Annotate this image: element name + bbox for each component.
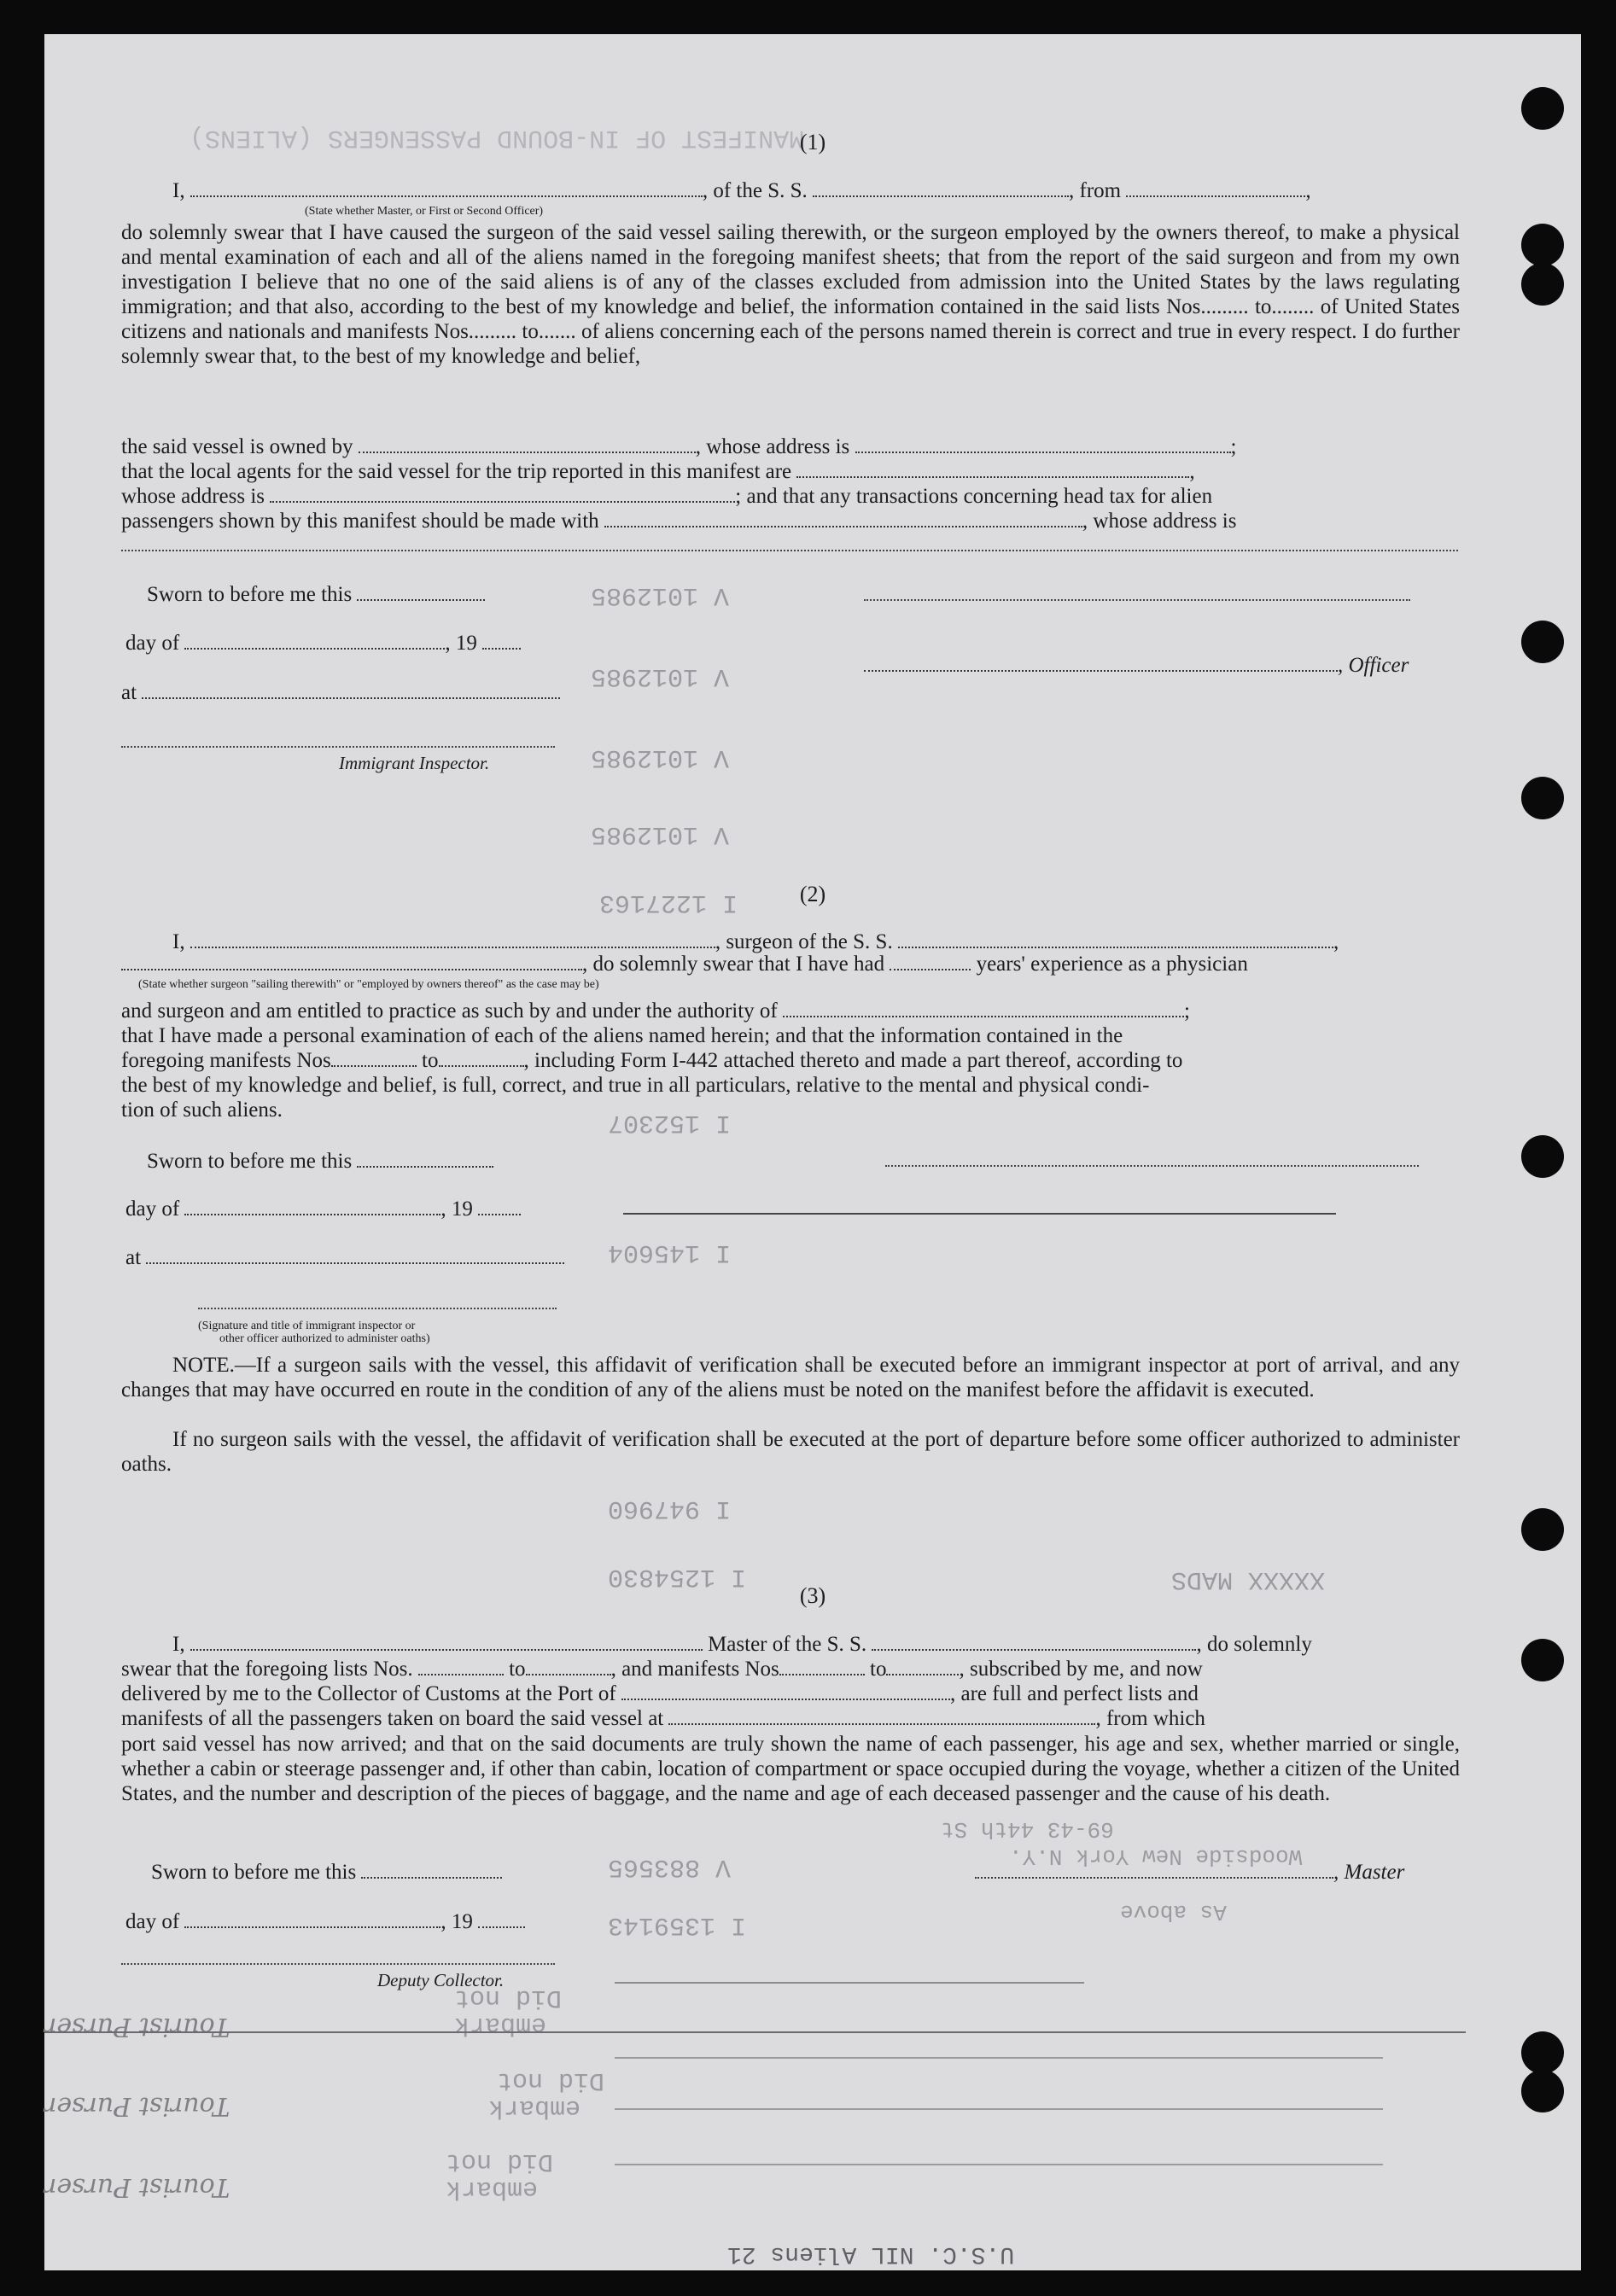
bleed-through-number: I 1359143 <box>608 1910 747 1939</box>
bleed-through-number: V 1012985 <box>591 743 730 772</box>
s1-owner-field[interactable] <box>359 451 696 453</box>
s1-vessel-field[interactable] <box>813 195 1069 197</box>
s2-sig-caption-1: (Signature and title of immigrant inspector or <box>198 1320 416 1332</box>
punch-hole <box>1521 1639 1564 1681</box>
s2-line-4: that I have made a personal examination of each of the aliens named herein; and that the information contained in the <box>121 1024 1123 1047</box>
bleed-through-rule <box>615 2057 1383 2059</box>
section-3-number: (3) <box>799 1583 826 1608</box>
s1-officer-signature[interactable] <box>864 669 1338 672</box>
s2-sworn <box>147 1150 493 1174</box>
s1-at-field[interactable] <box>142 696 560 699</box>
s1-day-of <box>125 632 521 656</box>
s1-of-ss: , of the S. S. <box>702 179 808 202</box>
s3-port-departure-field[interactable] <box>668 1722 1095 1725</box>
s1-officer-label: , Officer <box>1338 654 1409 677</box>
s1-headtax-field[interactable] <box>604 525 1082 527</box>
s1-at <box>121 681 560 705</box>
bleed-through-number: V 1012985 <box>591 580 730 609</box>
note-text-1: —If a surgeon sails with the vessel, this affidavit of verification shall be executed before an immigrant inspector at port of arrival, and any changes that may have occurred en route in the condition of any of the aliens must be noted on the manifest before the affidavit is executed. <box>121 1354 1460 1401</box>
s1-whose-address-is: whose address is <box>121 485 265 508</box>
s3-sworn <box>151 1861 502 1885</box>
manifest-page <box>44 34 1581 2270</box>
bleed-through-number: V 1012985 <box>591 661 730 691</box>
s1-master-caption: (State whether Master, or First or Second Officer) <box>305 205 544 218</box>
note-paragraph-2: If no surgeon sails with the vessel, the affidavit of verification shall be executed at the port of departure before some officer authorized to administer oaths. <box>121 1428 1460 1476</box>
s2-at-field[interactable] <box>146 1262 564 1264</box>
s1-agent-address-field[interactable] <box>270 500 735 503</box>
s3-day-field[interactable] <box>184 1926 440 1928</box>
s1-i: I, <box>172 179 185 202</box>
bleed-through-rule <box>615 2164 1383 2165</box>
s2-at <box>125 1246 564 1270</box>
s3-vessel-field[interactable] <box>872 1648 1196 1651</box>
s1-agents-line: that the local agents for the said vessel for the trip reported in this manifest are , <box>121 460 1195 483</box>
s2-day-field[interactable] <box>184 1213 440 1215</box>
s1-passengers: passengers shown by this manifest should be made with <box>121 510 599 533</box>
s1-inspector-signature[interactable] <box>121 746 555 748</box>
s1-year: , 19 <box>445 632 477 655</box>
s2-officer-signature[interactable] <box>198 1308 557 1309</box>
punch-hole <box>1521 87 1564 130</box>
s2-years-field[interactable] <box>890 968 971 970</box>
s2-line-6: the best of my knowledge and belief, is full, correct, and true in all particulars, relative to the mental and physical condi- <box>121 1074 1150 1097</box>
s2-including: , including Form I-442 attached thereto and made a part thereof, according to <box>523 1049 1183 1072</box>
note-label: NOTE. <box>172 1354 235 1377</box>
s3-line-1 <box>172 1633 1312 1657</box>
s3-master-label: , Master <box>1333 1861 1405 1884</box>
s2-year-field[interactable] <box>478 1213 521 1215</box>
s3-i: I, <box>172 1633 185 1656</box>
s2-foregoing: foregoing manifests Nos <box>121 1049 331 1072</box>
s3-from-which: , from which <box>1095 1707 1205 1730</box>
s3-lists-from-field[interactable] <box>418 1673 504 1675</box>
bleed-through-purser: Tourist Purser <box>44 2172 230 2202</box>
bleed-through-purser: Tourist Purser <box>44 2012 230 2042</box>
s2-line-7: tion of such aliens. <box>121 1098 283 1122</box>
s1-whose-address-end: , whose address is <box>1082 510 1237 533</box>
s3-manifests-from-field[interactable] <box>779 1673 865 1675</box>
s3-lists: swear that the foregoing lists Nos. <box>121 1658 413 1681</box>
bleed-through-rule <box>615 2108 1383 2110</box>
s2-line-2 <box>121 953 1248 976</box>
s3-delivered: delivered by me to the Collector of Customs at the Port of <box>121 1682 616 1705</box>
s3-taken-on-board: manifests of all the passengers taken on board the said vessel at <box>121 1707 664 1730</box>
s2-line-5 <box>121 1049 1182 1073</box>
bleed-through-number: V 1012985 <box>591 819 730 848</box>
s2-manifest-from-field[interactable] <box>331 1064 417 1067</box>
punch-hole <box>1521 777 1564 819</box>
s1-local-agents: that the local agents for the said vessel for the trip reported in this manifest are <box>121 460 792 483</box>
s1-agents-field[interactable] <box>796 475 1189 478</box>
s3-master-name-field[interactable] <box>190 1648 703 1651</box>
s1-address-field[interactable] <box>121 550 1458 551</box>
s3-manifests-to-field[interactable] <box>886 1673 959 1675</box>
bleed-through-rule <box>615 1982 1084 1984</box>
s1-sworn-field[interactable] <box>357 598 485 601</box>
s1-line-1 <box>172 179 1311 203</box>
s1-from-field[interactable] <box>1126 195 1305 197</box>
bleed-through-status: embark <box>454 2010 547 2039</box>
s3-collector-label: Deputy Collector. <box>377 1970 505 1990</box>
s1-inspector-label: Immigrant Inspector. <box>339 753 490 773</box>
s2-line-3: and surgeon and am entitled to practice as such by and under the authority of ; <box>121 999 1190 1023</box>
s2-swear: , do solemnly swear that I have had <box>582 953 885 976</box>
bleed-through-status: embark <box>446 2174 539 2203</box>
s3-subscribed: , subscribed by me, and now <box>959 1658 1203 1681</box>
bleed-through-number: I 152307 <box>608 1108 732 1137</box>
s2-sworn-text: Sworn to before me this <box>147 1150 353 1173</box>
bleed-through-number: I 1254830 <box>608 1562 747 1591</box>
s1-agent-address-line <box>121 485 1212 509</box>
s1-transactions: ; and that any transactions concerning head tax for alien <box>735 485 1213 508</box>
bleed-through-address: As above <box>1120 1899 1227 1925</box>
s2-manifest-to-field[interactable] <box>439 1064 524 1067</box>
s3-collector-signature[interactable] <box>121 1963 555 1965</box>
s1-day-field[interactable] <box>184 647 445 650</box>
bleed-through-name: XXXXX MADS <box>1171 1565 1326 1594</box>
s3-day-of <box>125 1910 525 1934</box>
s3-year-field[interactable] <box>478 1926 525 1928</box>
s2-sworn-field[interactable] <box>357 1165 493 1168</box>
s2-vessel-field[interactable] <box>898 946 1333 948</box>
s3-lists-to-field[interactable] <box>526 1673 611 1675</box>
s3-sworn-text: Sworn to before me this <box>151 1861 357 1884</box>
bleed-through-status: embark <box>488 2093 581 2122</box>
s1-owned-line: the said vessel is owned by , whose address is ; <box>121 435 1237 458</box>
s2-to: to <box>422 1049 439 1072</box>
bleed-through-address: Woodside New York N.Y. <box>1009 1844 1303 1869</box>
s3-paragraph: port said vessel has now arrived; and that on the said documents are truly shown the name of each passenger, his age and sex, whether married or single, whether a cabin or steerage passenger and, if other than cabin, location of compartment or space occupied during the voyage, whether a citizen of the United States, and the number and description of the pieces of baggage, and the name and age of each deceased passenger and the cause of his death. <box>121 1733 1460 1805</box>
s2-surgeon-of: , surgeon of the S. S. <box>715 930 893 953</box>
s2-surgeon-field[interactable] <box>190 946 715 948</box>
s3-line-4 <box>121 1707 1205 1731</box>
section-2-number: (2) <box>799 882 826 906</box>
s2-day-of-text: day of <box>125 1198 180 1221</box>
s1-year-field[interactable] <box>482 647 521 650</box>
s2-authority: and surgeon and am entitled to practice as such by and under the authority of <box>121 999 778 1023</box>
s3-full-perfect: , are full and perfect lists and <box>950 1682 1199 1705</box>
s1-at-text: at <box>121 681 137 704</box>
bleed-through-number: V 883565 <box>608 1852 732 1881</box>
s3-manifests: , and manifests Nos <box>610 1658 779 1681</box>
punch-hole <box>1521 1135 1564 1178</box>
s1-officer-signature-top[interactable] <box>864 599 1410 601</box>
s1-paragraph: do solemnly swear that I have caused the surgeon of the said vessel sailing therewith, or the surgeon employed by the owners thereof, to make a physical and mental examination of each and all of the aliens named in the foregoing manifest sheets; that from the report of the said surgeon and from my own investigation I believe that no one of the said aliens is of any of the classes excluded from admission into the United States by the laws regulating immigration; and that also, according to the best of my knowledge and belief, the information contained in the said lists Nos......... to........ of United States citizens and nationals and manifests Nos......... to....... of aliens concerning each of the persons named therein is correct and true in every respect. I do further solemnly swear that, to the best of my knowledge and belief, <box>121 221 1460 368</box>
s2-sig-caption-2: other officer authorized to administer oaths) <box>219 1332 430 1345</box>
punch-hole <box>1521 224 1564 266</box>
bleed-through-rule <box>44 2031 1466 2033</box>
s1-sworn-text: Sworn to before me this <box>147 583 353 606</box>
s1-day-of-text: day of <box>125 632 180 655</box>
s1-comma: , <box>1305 179 1311 202</box>
s2-caption: (State whether surgeon "sailing therewith" or "employed by owners thereof" as the case may be) <box>138 978 599 991</box>
s3-year: , 19 <box>440 1910 473 1933</box>
s2-years: years' experience as a physician <box>976 953 1248 976</box>
s3-master-line <box>975 1861 1404 1885</box>
s3-line-3 <box>121 1682 1199 1706</box>
s2-year: , 19 <box>440 1198 473 1221</box>
punch-hole <box>1521 1508 1564 1551</box>
s3-port-field[interactable] <box>621 1698 950 1700</box>
s2-line-1: I, , surgeon of the S. S. , <box>172 930 1339 953</box>
punch-hole <box>1521 263 1564 306</box>
s2-inspector-signature-top[interactable] <box>885 1165 1419 1167</box>
bleed-through-purser: Tourist Purser <box>44 2091 230 2121</box>
s1-sworn <box>147 583 485 607</box>
s3-master-of: Master of the S. S. <box>708 1633 867 1656</box>
punch-hole <box>1521 2070 1564 2112</box>
s2-surgeon-type-field[interactable] <box>121 968 582 970</box>
bleed-through-number: I 947960 <box>608 1494 732 1523</box>
bleed-through-number: I 145604 <box>608 1238 732 1267</box>
bleed-through-status: Did not <box>446 2147 554 2176</box>
s1-officer-line <box>864 654 1409 678</box>
bleed-through-address: 69-43 44th St <box>941 1816 1114 1842</box>
s1-from: , from <box>1069 179 1122 202</box>
punch-hole <box>1521 621 1564 663</box>
bleed-through-status: Did not <box>454 1983 563 2012</box>
s2-at-text: at <box>125 1246 142 1269</box>
bleed-through-number: I 1227163 <box>599 888 738 917</box>
s3-master-signature[interactable] <box>975 1876 1333 1879</box>
bleed-through-status: Did not <box>497 2066 605 2095</box>
punch-hole <box>1521 2031 1564 2074</box>
s2-day-of <box>125 1198 521 1221</box>
section-1-number: (1) <box>799 130 826 154</box>
s1-whose-address: , whose address is <box>695 435 850 458</box>
s3-lists-to: to <box>509 1658 526 1681</box>
s3-sworn-field[interactable] <box>361 1876 502 1879</box>
s2-i: I, <box>172 930 185 953</box>
s1-owner-address-field[interactable] <box>855 451 1231 453</box>
s3-do-solemnly: , do solemnly <box>1196 1633 1312 1656</box>
s2-signature-line[interactable] <box>623 1213 1336 1215</box>
s3-manifests-to: to <box>870 1658 887 1681</box>
s1-passengers-line <box>121 510 1236 533</box>
s2-authority-field[interactable] <box>783 1015 1184 1017</box>
note-paragraph-1 <box>121 1353 1460 1402</box>
s3-line-2 <box>121 1658 1203 1681</box>
bleed-through-footer: U.S.C. NIL Aliens 21 <box>727 2241 1015 2267</box>
s1-owned-by: the said vessel is owned by <box>121 435 353 458</box>
s3-day-of-text: day of <box>125 1910 180 1933</box>
s1-officer-field[interactable] <box>190 195 703 197</box>
bleed-through-title: MANIFEST OF IN-BOUND PASSENGERS (ALIENS) <box>190 123 805 152</box>
